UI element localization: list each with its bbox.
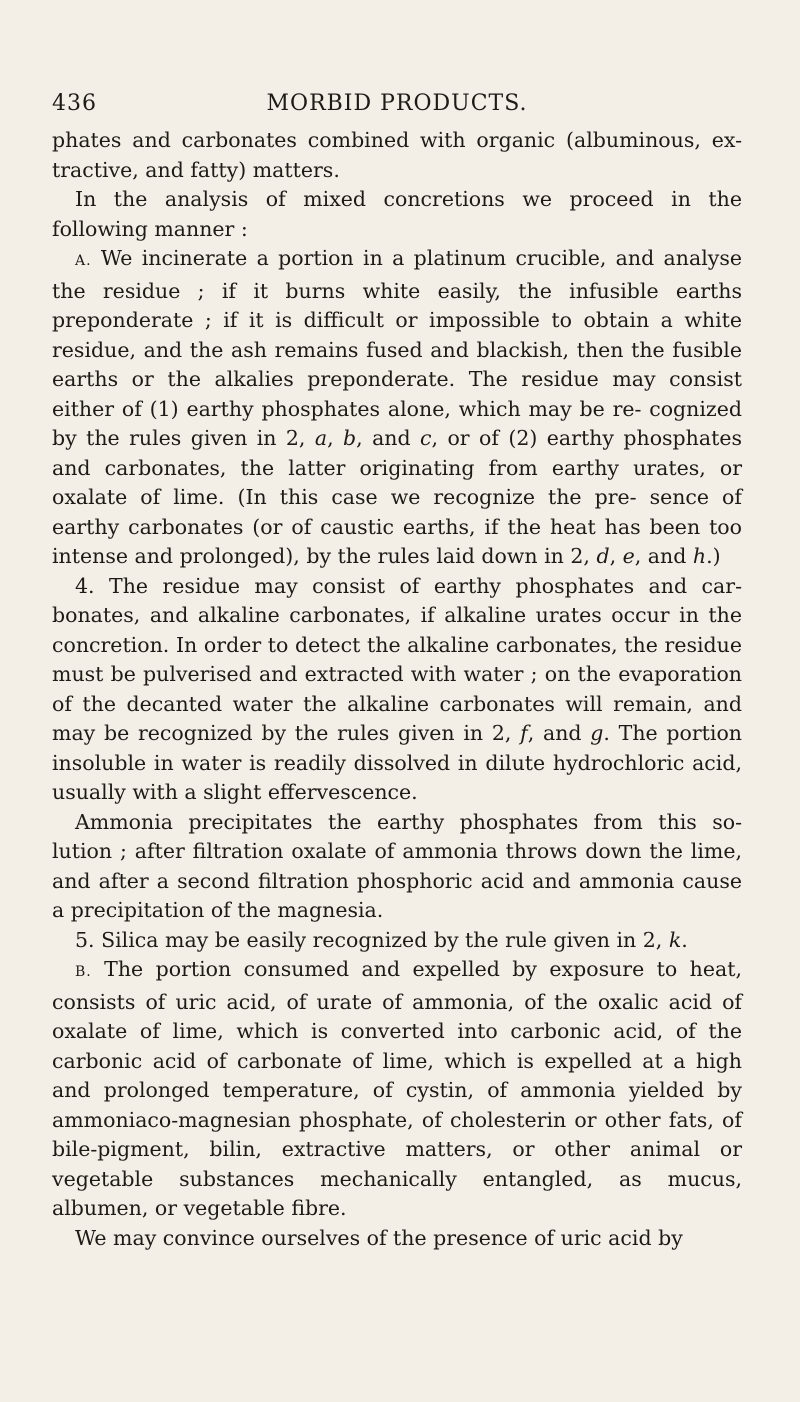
paragraph-item-5: 5. Silica may be easily recognized by the rule given in 2, k.: [75, 927, 688, 952]
paragraph-uric-acid: We may convince ourselves of the presence of uric acid by: [75, 1225, 683, 1250]
section-label-b: B.: [75, 964, 92, 980]
paragraph-section-b: B. The portion consumed and expelled by exposure to heat, consists of uric acid, of urate of ammonia, of the oxalic acid of oxalate of lime, which is converted into carbonic acid, of the carbonic acid of carbonate of lime, which is expelled at a high and prolonged temperature, of cystin, of ammonia yielded by ammoniaco-magnesian phosphate, of cholesterin or other fats, of bile-pigment, bilin, extractive matters, or other animal or vegetable substances mechanically entangled, as mucus, albumen, or vegetable fibre.: [52, 957, 742, 1220]
paragraph-analysis-intro: In the analysis of mixed concretions we proceed in the following manner :: [52, 187, 742, 241]
running-title: MORBID PRODUCTS.: [266, 91, 528, 116]
paragraph-continuation: phates and carbonates combined with organic (albuminous, ex- tractive, and fatty) matters.: [52, 128, 742, 182]
running-header: [52, 85, 742, 125]
paragraph-section-a: A. We incinerate a portion in a platinum crucible, and analyse the residue ; if it burns white easily, the infusible earths preponderate ; if it is difficult or impossible to obtain a white residue, and the ash remains fused and blackish, then the fusible earths or the alkalies preponderate. The residue may consist either of (1) earthy phosphates alone, which may be re- cognized by the rules given in 2, a, b, and c, or of (2) earthy phosphates and carbonates, the latter originating from earthy urates, or oxalate of lime. (In this case we recognize the pre- sence of earthy carbonates (or of caustic earths, if the heat has been too intense and prolonged), by the rules laid down in 2, d, e, and h.): [52, 246, 742, 568]
body-text: [52, 126, 742, 1253]
section-label-a: A.: [75, 253, 92, 269]
page-number: 436: [52, 91, 97, 116]
paragraph-item-4: 4. The residue may consist of earthy phosphates and car- bonates, and alkaline carbonates, if alkaline urates occur in the concretion. In order to detect the alkaline carbonates, the residue must be pulverised and extracted with water ; on the evaporation of the decanted water the alkaline carbonates will remain, and may be recognized by the rules given in 2, f, and g. The portion insoluble in water is readily dissolved in dilute hydrochloric acid, usually with a slight effervescence.: [52, 573, 742, 804]
paragraph-ammonia: Ammonia precipitates the earthy phosphates from this so- lution ; after filtration oxalate of ammonia throws down the lime, and after a second filtration phosphoric acid and ammonia cause a precipitation of the magnesia.: [52, 809, 742, 922]
